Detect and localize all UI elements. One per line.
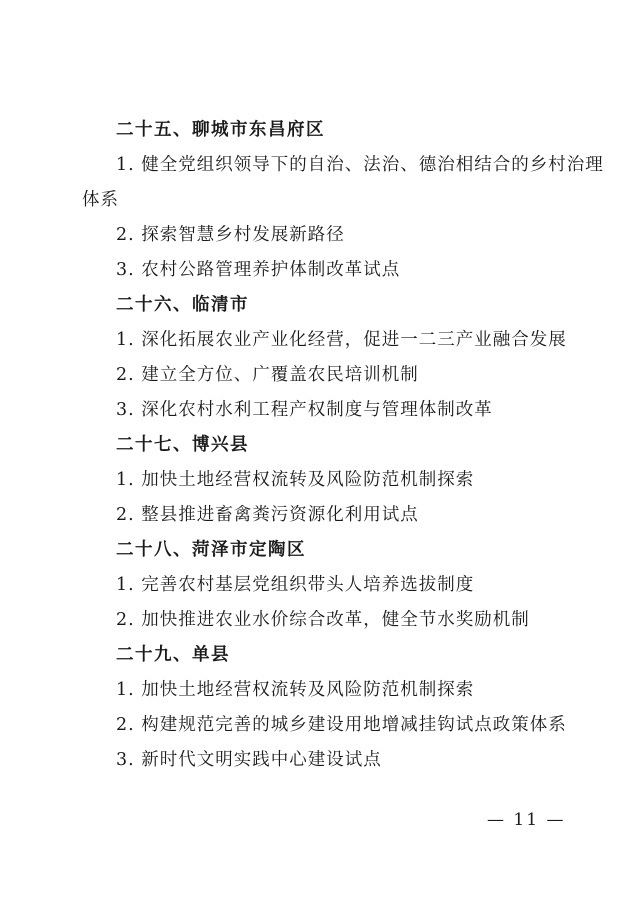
list-item: 2. 建立全方位、广覆盖农民培训机制 bbox=[116, 365, 419, 385]
section-heading: 二十九、单县 bbox=[116, 645, 230, 665]
list-item: 1. 深化拓展农业产业化经营，促进一二三产业融合发展 bbox=[116, 330, 567, 350]
list-item: 1. 完善农村基层党组织带头人培养选拔制度 bbox=[116, 575, 475, 595]
list-item-continuation: 体系 bbox=[82, 190, 119, 210]
list-item: 1. 加快土地经营权流转及风险防范机制探索 bbox=[116, 680, 475, 700]
list-item: 2. 整县推进畜禽粪污资源化利用试点 bbox=[116, 505, 419, 525]
list-item: 2. 加快推进农业水价综合改革，健全节水奖励机制 bbox=[116, 610, 530, 630]
list-item: 1. 健全党组织领导下的自治、法治、德治相结合的乡村治理 bbox=[116, 155, 604, 175]
section-heading: 二十五、聊城市东昌府区 bbox=[116, 120, 325, 140]
section-heading: 二十八、菏泽市定陶区 bbox=[116, 540, 306, 560]
list-item: 2. 探索智慧乡村发展新路径 bbox=[116, 225, 345, 245]
section-heading: 二十七、博兴县 bbox=[116, 435, 249, 455]
list-item: 3. 新时代文明实践中心建设试点 bbox=[116, 750, 382, 770]
list-item: 2. 构建规范完善的城乡建设用地增减挂钩试点政策体系 bbox=[116, 715, 567, 735]
page-number: — 11 — bbox=[487, 810, 566, 830]
list-item: 3. 深化农村水利工程产权制度与管理体制改革 bbox=[116, 400, 493, 420]
list-item: 1. 加快土地经营权流转及风险防范机制探索 bbox=[116, 470, 475, 490]
document-body bbox=[82, 113, 604, 778]
list-item: 3. 农村公路管理养护体制改革试点 bbox=[116, 260, 401, 280]
section-heading: 二十六、临清市 bbox=[116, 295, 249, 315]
